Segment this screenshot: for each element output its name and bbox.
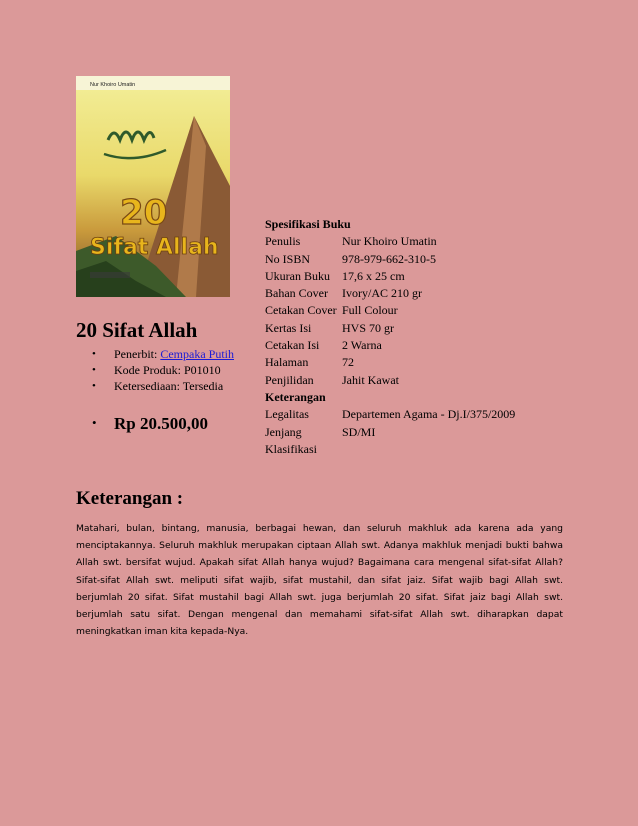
- spec-label: Legalitas: [265, 407, 309, 422]
- availability: • Ketersediaan: Tersedia: [92, 378, 234, 394]
- product-price: • Rp 20.500,00: [92, 414, 208, 434]
- spec-row: [264, 252, 517, 269]
- spec-label: No ISBN: [265, 251, 311, 266]
- spec-value: Departemen Agama - Dj.I/375/2009: [342, 407, 516, 422]
- spec-value: Jahit Kawat: [342, 372, 399, 387]
- keterangan-body: Matahari, bulan, bintang, manusia, berbagai hewan, dan seluruh makhluk ada karena ada yang menciptakannya. Seluruh makhluk merupakan ciptaan Allah swt. Adanya makhluk menjadi bukti bahwa Allah swt. bersifat wujud. Apakah sifat Allah hanya wujud? Bagaimana cara mengenal sifat-sifat Allah?Sifat-sifat Allah swt. meliputi sifat wajib, sifat mustahil, dan sifat jaiz. Sifat wajib bagi Allah swt. berjumlah 20 sifat. Sifat mustahil bagi Allah swt. juga berjumlah 20 sifat. Sifat jaiz bagi Allah swt. berjumlah satu sifat. Dengan mengenal dan memahami sifat-sifat Allah swt. diharapkan dapat meningkatkan iman kita kepada-Nya.: [76, 523, 563, 638]
- spec-label: Kertas Isi: [265, 320, 312, 335]
- spec-row: [264, 373, 517, 390]
- spec-label: Bahan Cover: [265, 286, 328, 301]
- publisher-link[interactable]: Cempaka Putih: [160, 347, 234, 361]
- spec-label: Penulis: [265, 234, 301, 249]
- publisher-item: [92, 346, 234, 362]
- spec-row: [264, 442, 517, 459]
- spec-row: [264, 338, 517, 355]
- publisher-label: Penerbit:: [114, 347, 161, 361]
- cover-number: 20: [120, 193, 168, 233]
- spec-label: Ukuran Buku: [265, 268, 330, 283]
- spec-label: Cetakan Cover: [265, 303, 337, 318]
- cover-title: Sifat Allah: [90, 235, 219, 260]
- spec-row: [264, 286, 517, 303]
- spec-value: Ivory/AC 210 gr: [342, 286, 422, 301]
- book-cover-art: [76, 76, 230, 297]
- spec-row: [264, 355, 517, 372]
- spec-row: [264, 407, 517, 424]
- spec-value: [341, 442, 517, 459]
- product-code: • Kode Produk: P01010: [92, 362, 234, 378]
- spec-row: [264, 303, 517, 320]
- spec-label: Jenjang: [265, 424, 302, 439]
- spec-label: Cetakan Isi: [265, 338, 320, 353]
- spec-value: 72: [342, 355, 354, 370]
- spec-subheading: Keterangan: [265, 389, 326, 404]
- spec-table: [264, 217, 517, 459]
- spec-label: Klasifikasi: [265, 441, 317, 456]
- product-title: 20 Sifat Allah: [76, 318, 198, 342]
- spec-label: Penjilidan: [265, 372, 314, 387]
- spec-value: 2 Warna: [342, 338, 382, 353]
- spec-value: 978-979-662-310-5: [342, 251, 436, 266]
- spec-heading: Spesifikasi Buku: [265, 217, 351, 231]
- keterangan-heading: Keterangan :: [76, 488, 184, 509]
- spec-row: [264, 234, 517, 251]
- book-cover-image: [76, 76, 230, 297]
- spec-value: Full Colour: [342, 303, 398, 318]
- spec-row: [264, 321, 517, 338]
- product-meta-list: [92, 346, 234, 394]
- spec-row: [264, 269, 517, 286]
- spec-value: SD/MI: [342, 424, 376, 439]
- spec-row: [264, 425, 517, 442]
- spec-value: 17,6 x 25 cm: [342, 268, 405, 283]
- spec-value: Nur Khoiro Umatin: [342, 234, 437, 249]
- cover-author: Nur Khoiro Umatin: [90, 82, 136, 88]
- spec-label: Halaman: [265, 355, 309, 370]
- spec-value: HVS 70 gr: [342, 320, 395, 335]
